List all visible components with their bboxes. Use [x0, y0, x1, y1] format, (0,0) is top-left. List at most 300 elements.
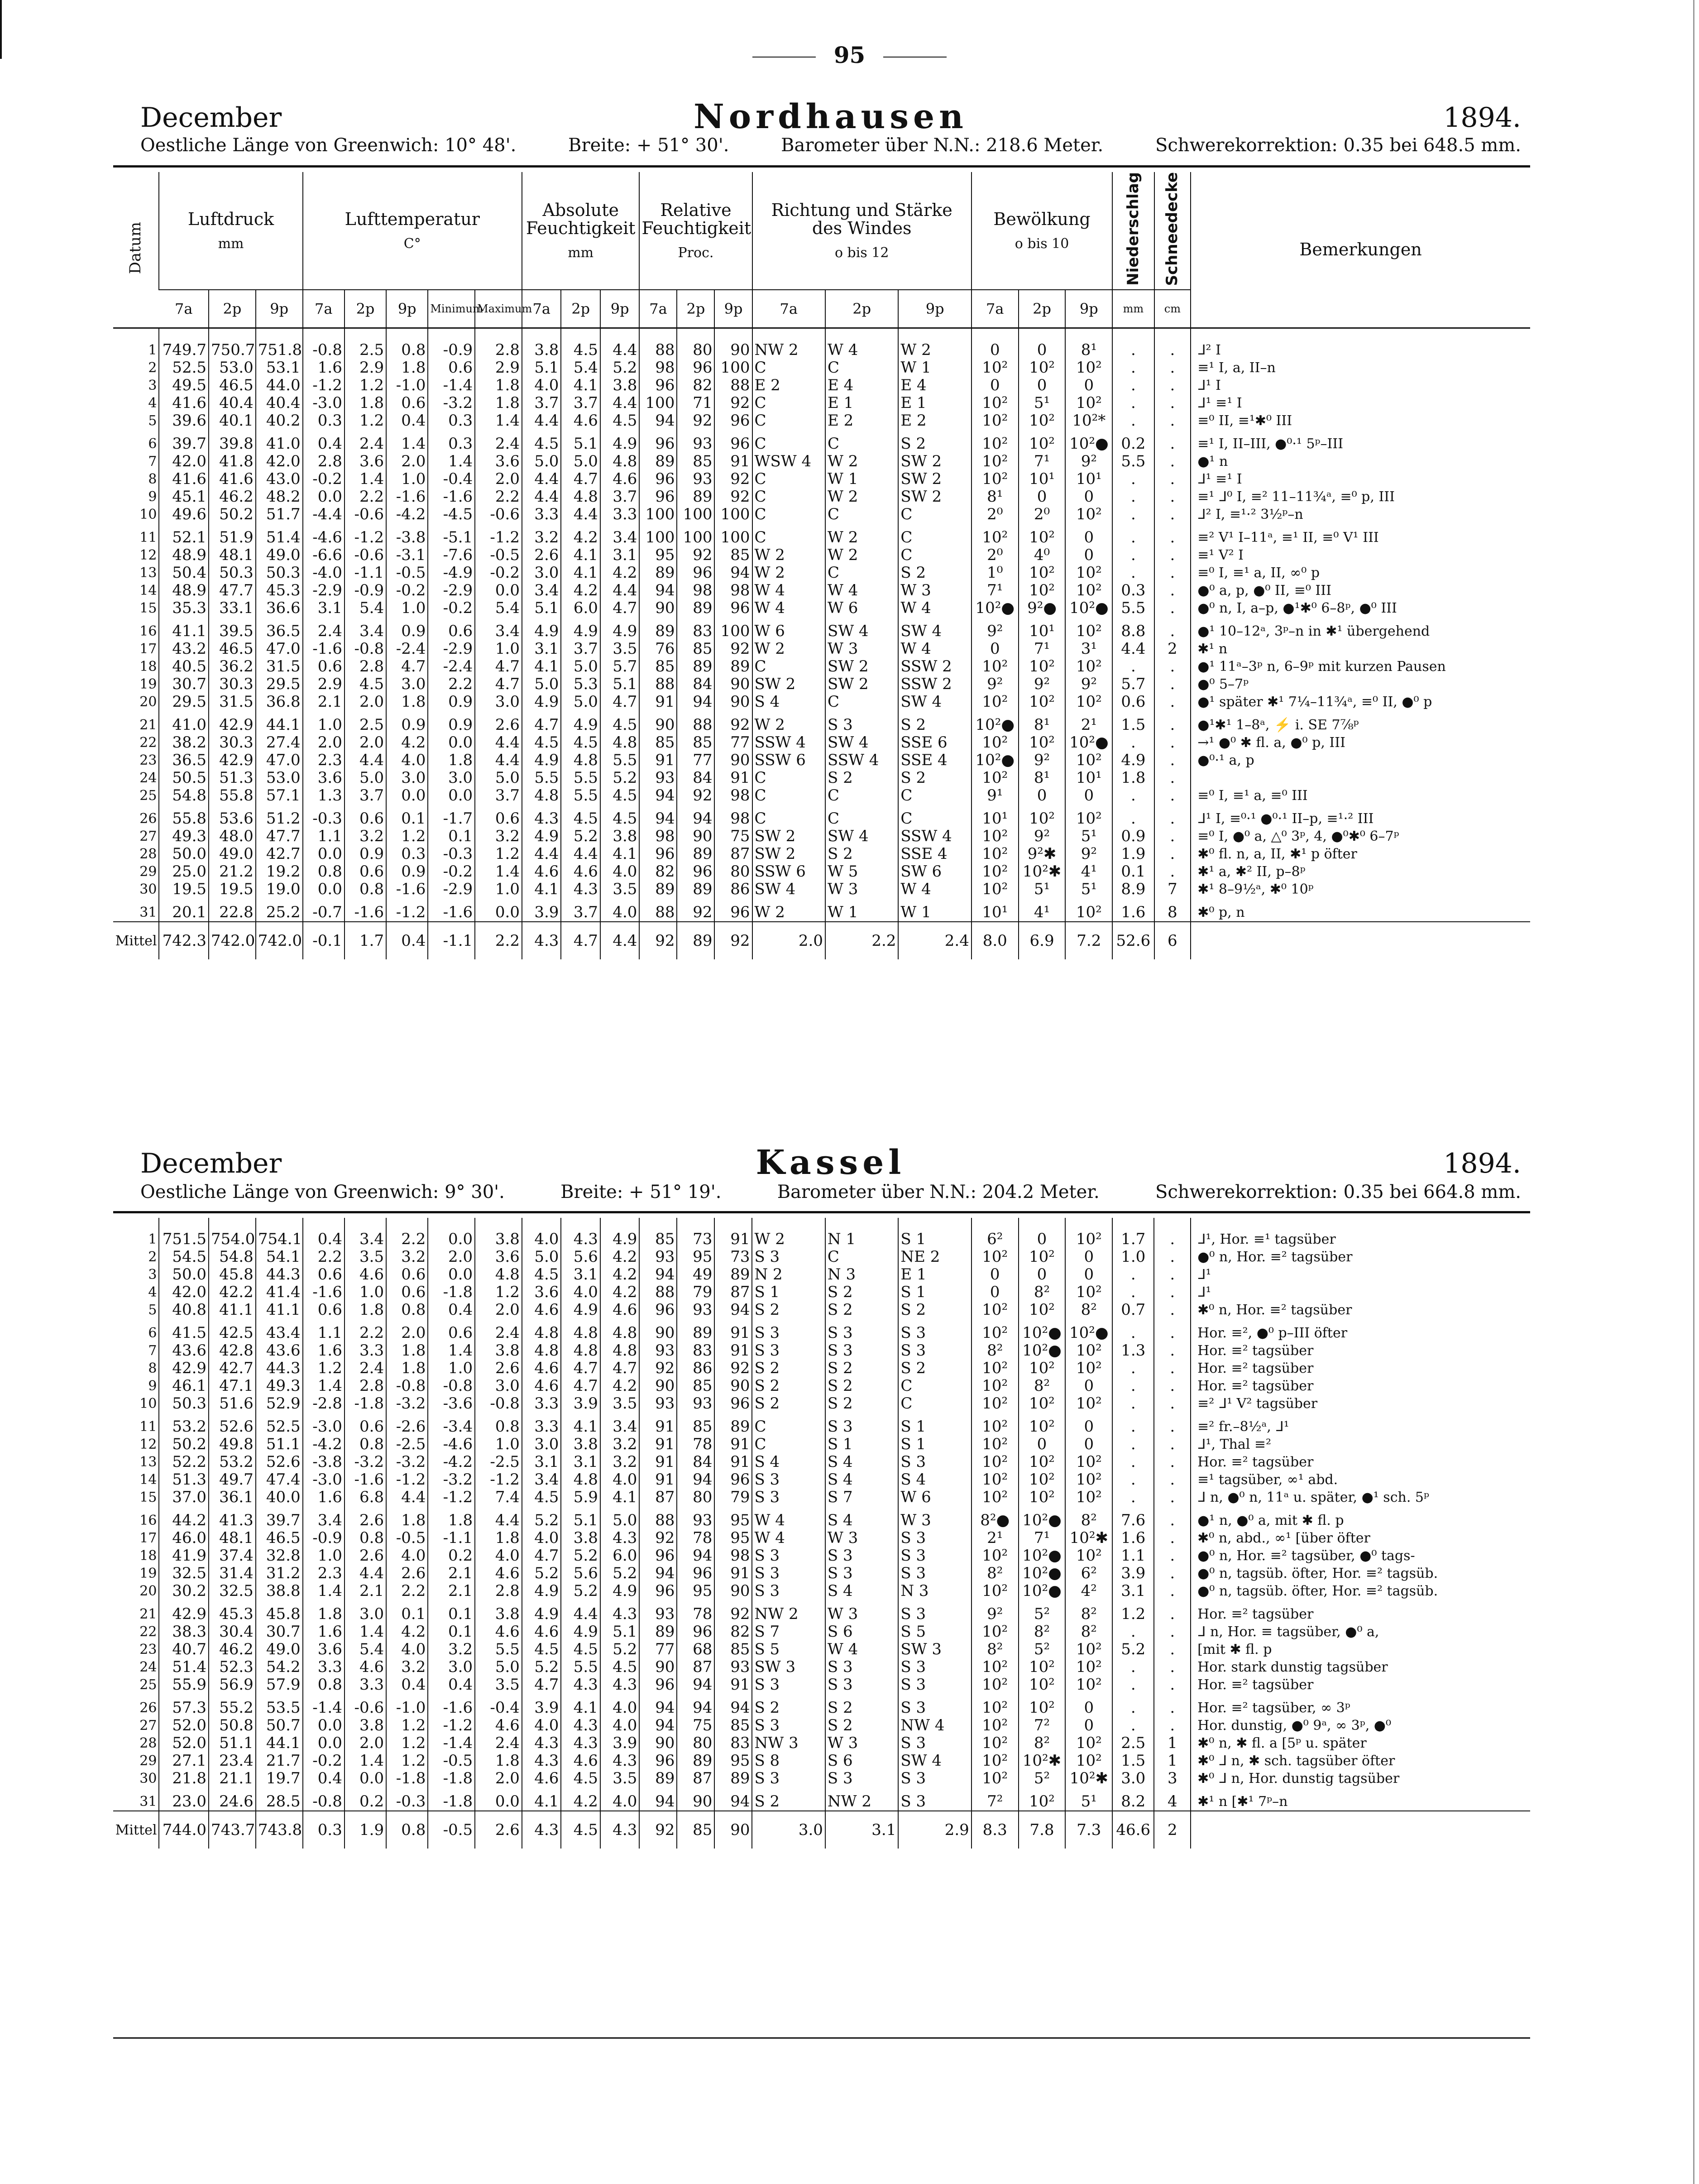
cell-rel-feucht-9p: 92: [714, 1600, 752, 1623]
cell-luftdruck-9p: 47.0: [256, 640, 303, 658]
cell-temp-2p: 1.4: [345, 1752, 386, 1770]
cell-luftdruck-2p: 55.2: [209, 1694, 256, 1717]
cell-abs-feucht-2p: 4.9: [561, 1301, 600, 1319]
cell-bewoelkung-7a: 10²: [972, 1770, 1019, 1787]
cell-bewoelkung-2p: 4⁰: [1019, 546, 1066, 564]
cell-niederschlag: 5.5: [1112, 453, 1154, 470]
col-7a: 7a: [303, 290, 345, 328]
table-row: [113, 640, 1530, 658]
cell-bewoelkung-7a: 0: [972, 1266, 1019, 1284]
cell-rel-feucht-9p: 94: [714, 1787, 752, 1811]
cell-rel-feucht-7a: 90: [639, 711, 677, 734]
cell-luftdruck-7a: 19.5: [159, 881, 209, 898]
cell-schneedecke: .: [1154, 453, 1191, 470]
cell-rel-feucht-9p: 95: [714, 1752, 752, 1770]
col-9p: 9p: [1065, 290, 1112, 328]
cell-wind-2p: W 5: [825, 863, 898, 881]
cell-bewoelkung-2p: 10²: [1019, 1787, 1066, 1811]
cell-schneedecke: .: [1154, 1506, 1191, 1529]
cell-wind-9p: C: [898, 805, 971, 828]
cell-niederschlag: 1.1: [1112, 1547, 1154, 1565]
table-row: [113, 1694, 1530, 1717]
cell-temp-2p: 2.4: [345, 1360, 386, 1377]
cell-abs-feucht-9p: 4.3: [600, 1676, 639, 1694]
cell-temp-max: -0.6: [475, 506, 522, 523]
cell-temp-9p: 0.6: [386, 1284, 428, 1301]
cell-temp-9p: -0.5: [386, 564, 428, 582]
cell-rel-feucht-9p: 92: [714, 470, 752, 488]
cell-temp-9p: -1.0: [386, 1694, 428, 1717]
cell-bewoelkung-9p: 10²: [1065, 1284, 1112, 1301]
cell-rel-feucht-9p: 92: [714, 394, 752, 412]
cell-luftdruck-2p: 36.2: [209, 658, 256, 675]
cell-wind-9p: E 1: [898, 1266, 971, 1284]
cell-niederschlag: 46.6: [1112, 1811, 1154, 1849]
cell-luftdruck-7a: 43.6: [159, 1342, 209, 1360]
longitude: Oestliche Länge von Greenwich: 10° 48'.: [140, 135, 517, 156]
cell-temp-min: 0.3: [428, 430, 475, 453]
cell-rel-feucht-7a: 89: [639, 881, 677, 898]
cell-temp-min: 0.0: [428, 1266, 475, 1284]
cell-rel-feucht-2p: 100: [677, 523, 714, 546]
cell-temp-2p: 1.9: [345, 1811, 386, 1849]
cell-abs-feucht-7a: 4.5: [522, 734, 561, 752]
cell-wind-7a: SW 4: [752, 881, 825, 898]
cell-rel-feucht-9p: 85: [714, 1641, 752, 1658]
cell-rel-feucht-2p: 94: [677, 1694, 714, 1717]
cell-schneedecke: .: [1154, 769, 1191, 787]
cell-rel-feucht-9p: 89: [714, 1413, 752, 1436]
cell-temp-max: 1.0: [475, 1436, 522, 1453]
cell-temp-max: 2.4: [475, 430, 522, 453]
barometer-height: Barometer über N.N.: 204.2 Meter.: [777, 1182, 1100, 1202]
cell-temp-2p: 1.8: [345, 1301, 386, 1319]
cell-temp-min: 0.6: [428, 617, 475, 640]
cell-luftdruck-7a: 49.3: [159, 828, 209, 845]
cell-abs-feucht-2p: 4.3: [561, 1717, 600, 1734]
niederschlag-header: Niederschlag: [1112, 172, 1154, 290]
cell-schneedecke: .: [1154, 828, 1191, 845]
cell-luftdruck-2p: 50.8: [209, 1717, 256, 1734]
table-row: [113, 881, 1530, 898]
cell-temp-min: 0.4: [428, 1676, 475, 1694]
cell-temp-max: 1.4: [475, 412, 522, 430]
cell-abs-feucht-9p: 4.0: [600, 1471, 639, 1489]
cell-rel-feucht-9p: 82: [714, 1623, 752, 1641]
cell-bewoelkung-2p: 7¹: [1019, 453, 1066, 470]
cell-luftdruck-2p: 41.1: [209, 1301, 256, 1319]
cell-rel-feucht-9p: 80: [714, 863, 752, 881]
cell-wind-2p: S 2: [825, 1284, 898, 1301]
table-row: [113, 1658, 1530, 1676]
cell-rel-feucht-2p: 90: [677, 1787, 714, 1811]
cell-temp-2p: 3.6: [345, 453, 386, 470]
cell-temp-max: -1.2: [475, 1471, 522, 1489]
cell-rel-feucht-7a: 94: [639, 412, 677, 430]
cell-luftdruck-7a: 39.7: [159, 430, 209, 453]
table-row: [113, 1284, 1530, 1301]
cell-temp-9p: -4.2: [386, 506, 428, 523]
cell-abs-feucht-7a: 5.2: [522, 1658, 561, 1676]
cell-temp-max: 5.4: [475, 599, 522, 617]
cell-temp-9p: -1.6: [386, 881, 428, 898]
cell-temp-max: 2.6: [475, 711, 522, 734]
cell-wind-2p: W 3: [825, 1529, 898, 1547]
cell-niederschlag: .: [1112, 658, 1154, 675]
cell-temp-7a: 0.3: [303, 1811, 345, 1849]
cell-abs-feucht-7a: 4.6: [522, 1623, 561, 1641]
cell-luftdruck-7a: 751.5: [159, 1218, 209, 1248]
cell-abs-feucht-7a: 4.6: [522, 1301, 561, 1319]
table-row: [113, 1395, 1530, 1413]
cell-niederschlag: 5.7: [1112, 675, 1154, 693]
cell-bewoelkung-2p: 9²: [1019, 675, 1066, 693]
cell-rel-feucht-9p: 96: [714, 898, 752, 922]
cell-rel-feucht-7a: 96: [639, 470, 677, 488]
cell-abs-feucht-7a: 3.9: [522, 1694, 561, 1717]
cell-bewoelkung-9p: 10²: [1065, 582, 1112, 599]
cell-wind-7a: N 2: [752, 1266, 825, 1284]
cell-luftdruck-2p: 41.3: [209, 1506, 256, 1529]
cell-temp-max: 3.6: [475, 453, 522, 470]
cell-bewoelkung-9p: 10²: [1065, 506, 1112, 523]
cell-niederschlag: .: [1112, 328, 1154, 359]
cell-temp-7a: 3.3: [303, 1658, 345, 1676]
table-row: [113, 1301, 1530, 1319]
cell-bemerkungen: ≡¹ I, II–III, ●⁰·¹ 5ᵖ–III: [1191, 430, 1530, 453]
cell-rel-feucht-2p: 94: [677, 693, 714, 711]
cell-wind-9p: W 1: [898, 359, 971, 377]
table-row: [113, 470, 1530, 488]
cell-niederschlag: 1.0: [1112, 1248, 1154, 1266]
cell-bewoelkung-7a: 10²: [972, 1248, 1019, 1266]
table-row: [113, 863, 1530, 881]
cell-wind-7a: S 2: [752, 1395, 825, 1413]
cell-luftdruck-7a: 48.9: [159, 546, 209, 564]
cell-luftdruck-7a: 40.7: [159, 1641, 209, 1658]
cell-datum: 30: [139, 1771, 157, 1786]
table-row: [113, 506, 1530, 523]
cell-wind-9p: S 1: [898, 1436, 971, 1453]
cell-rel-feucht-2p: 92: [677, 412, 714, 430]
cell-rel-feucht-9p: 91: [714, 1342, 752, 1360]
cell-wind-2p: W 2: [825, 546, 898, 564]
cell-wind-7a: S 3: [752, 1582, 825, 1600]
cell-abs-feucht-2p: 4.4: [561, 845, 600, 863]
cell-wind-9p: S 3: [898, 1547, 971, 1565]
cell-temp-max: 7.4: [475, 1489, 522, 1506]
cell-rel-feucht-7a: 100: [639, 523, 677, 546]
cell-temp-max: -1.2: [475, 523, 522, 546]
kassel-section: [113, 1218, 1530, 1849]
cell-luftdruck-9p: 36.8: [256, 693, 303, 711]
cell-abs-feucht-7a: 5.2: [522, 1565, 561, 1582]
cell-bewoelkung-7a: 10²: [972, 1436, 1019, 1453]
cell-schneedecke: .: [1154, 734, 1191, 752]
cell-temp-min: -0.8: [428, 1377, 475, 1395]
cell-rel-feucht-2p: 93: [677, 470, 714, 488]
cell-temp-7a: 1.4: [303, 1377, 345, 1395]
cell-luftdruck-7a: 49.5: [159, 377, 209, 394]
cell-rel-feucht-9p: 87: [714, 1284, 752, 1301]
cell-temp-2p: -0.6: [345, 546, 386, 564]
cell-luftdruck-2p: 750.7: [209, 328, 256, 359]
table-row: [113, 1641, 1530, 1658]
cell-bewoelkung-7a: 0: [972, 377, 1019, 394]
cell-abs-feucht-9p: 5.2: [600, 769, 640, 787]
cell-wind-2p: S 3: [825, 1565, 898, 1582]
table-row: [113, 693, 1530, 711]
table-row: [113, 1248, 1530, 1266]
cell-luftdruck-9p: 36.5: [256, 617, 303, 640]
cell-temp-max: 2.8: [475, 328, 522, 359]
cell-temp-max: 3.0: [475, 693, 522, 711]
cell-temp-min: -3.6: [428, 1395, 475, 1413]
cell-niederschlag: 8.8: [1112, 617, 1154, 640]
cell-temp-7a: -0.9: [303, 1529, 345, 1547]
cell-wind-9p: W 4: [898, 599, 971, 617]
cell-temp-9p: 1.2: [386, 1734, 428, 1752]
cell-rel-feucht-7a: 94: [639, 1266, 677, 1284]
cell-wind-7a: S 2: [752, 1787, 825, 1811]
cell-temp-7a: 0.4: [303, 1218, 345, 1248]
table-row: [113, 430, 1530, 453]
cell-wind-7a: S 3: [752, 1565, 825, 1582]
cell-bewoelkung-2p: 10²: [1019, 658, 1066, 675]
cell-luftdruck-7a: 749.7: [159, 328, 209, 359]
cell-wind-9p: W 3: [898, 1506, 971, 1529]
cell-temp-7a: 3.4: [303, 1506, 345, 1529]
cell-abs-feucht-2p: 5.6: [561, 1565, 600, 1582]
cell-temp-2p: 4.4: [345, 1565, 386, 1582]
cell-temp-2p: 3.5: [345, 1248, 386, 1266]
cell-bewoelkung-9p: 10²: [1065, 693, 1112, 711]
cell-abs-feucht-7a: 3.7: [522, 394, 561, 412]
cell-temp-7a: 0.6: [303, 1266, 345, 1284]
cell-rel-feucht-7a: 89: [639, 453, 677, 470]
cell-abs-feucht-2p: 4.4: [561, 506, 600, 523]
table-row: [113, 1266, 1530, 1284]
cell-abs-feucht-2p: 5.0: [561, 453, 600, 470]
cell-luftdruck-2p: 37.4: [209, 1547, 256, 1565]
cell-luftdruck-2p: 45.3: [209, 1600, 256, 1623]
cell-bewoelkung-7a: 10²: [972, 394, 1019, 412]
cell-abs-feucht-9p: 4.1: [600, 1489, 639, 1506]
cell-abs-feucht-9p: 5.2: [600, 1565, 639, 1582]
cell-abs-feucht-9p: 3.3: [600, 506, 640, 523]
cell-bewoelkung-2p: 10²: [1019, 1658, 1066, 1676]
cell-abs-feucht-7a: 4.5: [522, 1266, 561, 1284]
cell-schneedecke: .: [1154, 377, 1191, 394]
cell-temp-2p: 2.5: [345, 328, 386, 359]
cell-wind-9p: E 1: [898, 394, 971, 412]
cell-bemerkungen: ✱⁰ n, abd., ∞¹ [über öfter: [1191, 1529, 1530, 1547]
cell-niederschlag: .: [1112, 470, 1154, 488]
cell-bewoelkung-2p: 0: [1019, 1436, 1066, 1453]
cell-wind-9p: S 3: [898, 1770, 971, 1787]
cell-abs-feucht-9p: 4.9: [600, 1218, 639, 1248]
cell-bewoelkung-2p: 5²: [1019, 1641, 1066, 1658]
cell-luftdruck-2p: 42.8: [209, 1342, 256, 1360]
cell-rel-feucht-7a: 85: [639, 1218, 677, 1248]
cell-bewoelkung-9p: 10²: [1065, 1218, 1112, 1248]
cell-niederschlag: .: [1112, 1360, 1154, 1377]
cell-temp-9p: 1.4: [386, 430, 428, 453]
cell-rel-feucht-2p: 89: [677, 1752, 714, 1770]
cell-luftdruck-7a: 49.6: [159, 506, 209, 523]
table-row: [113, 1471, 1530, 1489]
cell-bewoelkung-2p: 10²: [1019, 1360, 1066, 1377]
cell-bewoelkung-2p: 10²●: [1019, 1547, 1066, 1565]
cell-luftdruck-9p: 52.5: [256, 1413, 303, 1436]
cell-bewoelkung-2p: 0: [1019, 787, 1066, 805]
cell-temp-7a: -3.0: [303, 1413, 345, 1436]
cell-rel-feucht-7a: 89: [639, 1623, 677, 1641]
cell-rel-feucht-9p: 91: [714, 1676, 752, 1694]
cell-abs-feucht-9p: 3.8: [600, 828, 640, 845]
cell-bewoelkung-7a: 10²: [972, 430, 1019, 453]
cell-luftdruck-2p: 32.5: [209, 1582, 256, 1600]
cell-luftdruck-9p: 54.1: [256, 1248, 303, 1266]
cell-temp-min: -1.4: [428, 1734, 475, 1752]
cell-temp-min: -1.8: [428, 1284, 475, 1301]
table-row: [113, 1218, 1530, 1248]
cell-bewoelkung-7a: 8²: [972, 1342, 1019, 1360]
cell-wind-7a: W 2: [752, 898, 825, 922]
cell-temp-9p: 1.8: [386, 1506, 428, 1529]
cell-wind-9p: S 1: [898, 1413, 971, 1436]
cell-schneedecke: .: [1154, 658, 1191, 675]
cell-abs-feucht-7a: 4.3: [522, 805, 561, 828]
cell-rel-feucht-2p: 94: [677, 1471, 714, 1489]
cell-rel-feucht-7a: 96: [639, 1301, 677, 1319]
cell-abs-feucht-2p: 3.1: [561, 1453, 600, 1471]
cell-abs-feucht-7a: 4.4: [522, 488, 561, 506]
cell-luftdruck-2p: 46.5: [209, 377, 256, 394]
cell-temp-9p: 1.2: [386, 1752, 428, 1770]
cell-datum: 7: [148, 1343, 157, 1359]
cell-abs-feucht-9p: 5.2: [600, 1641, 639, 1658]
cell-datum: 29: [139, 1753, 157, 1769]
cell-bewoelkung-9p: 10²: [1065, 1453, 1112, 1471]
cell-niederschlag: 4.9: [1112, 752, 1154, 769]
cell-wind-2p: W 4: [825, 582, 898, 599]
cell-bewoelkung-9p: 10²: [1065, 1641, 1112, 1658]
cell-bemerkungen: ≡¹ ᒧ⁰ I, ≡² 11–11¾ᵃ, ≡⁰ p, III: [1191, 488, 1530, 506]
cell-rel-feucht-2p: 86: [677, 1360, 714, 1377]
cell-temp-9p: 4.0: [386, 1547, 428, 1565]
cell-wind-2p: S 1: [825, 1436, 898, 1453]
cell-wind-2p: W 1: [825, 470, 898, 488]
cell-temp-max: 2.4: [475, 1319, 522, 1342]
cell-temp-min: 0.6: [428, 1319, 475, 1342]
cell-luftdruck-2p: 41.8: [209, 453, 256, 470]
cell-rel-feucht-7a: 92: [639, 1811, 677, 1849]
cell-wind-9p: S 2: [898, 564, 971, 582]
table-row: [113, 564, 1530, 582]
cell-bewoelkung-9p: 3¹: [1065, 640, 1112, 658]
cell-abs-feucht-9p: 4.5: [600, 711, 640, 734]
cell-wind-7a: S 2: [752, 1377, 825, 1395]
col-2p: 2p: [561, 290, 600, 328]
cell-luftdruck-2p: 48.0: [209, 828, 256, 845]
cell-luftdruck-2p: 54.8: [209, 1248, 256, 1266]
cell-bewoelkung-7a: 10²: [972, 828, 1019, 845]
cell-abs-feucht-2p: 4.5: [561, 1641, 600, 1658]
cell-luftdruck-7a: 50.0: [159, 1266, 209, 1284]
cell-temp-min: -1.2: [428, 1489, 475, 1506]
cell-niederschlag: .: [1112, 394, 1154, 412]
cell-wind-2p: S 4: [825, 1506, 898, 1529]
cell-wind-2p: S 4: [825, 1471, 898, 1489]
cell-temp-9p: -0.2: [386, 582, 428, 599]
cell-abs-feucht-2p: 4.1: [561, 1413, 600, 1436]
cell-schneedecke: .: [1154, 1641, 1191, 1658]
cell-abs-feucht-9p: 3.4: [600, 1413, 639, 1436]
cell-bemerkungen: Hor. ≡² tagsüber: [1191, 1342, 1530, 1360]
cell-abs-feucht-2p: 4.1: [561, 564, 600, 582]
cell-schneedecke: 8: [1154, 898, 1191, 922]
cell-luftdruck-2p: 19.5: [209, 881, 256, 898]
cell-rel-feucht-7a: 91: [639, 1413, 677, 1436]
cell-luftdruck-2p: 39.5: [209, 617, 256, 640]
cell-bemerkungen: ᒧ n, ●⁰ n, 11ᵃ u. später, ●¹ sch. 5ᵖ: [1191, 1489, 1530, 1506]
cell-rel-feucht-9p: 90: [714, 1582, 752, 1600]
cell-bewoelkung-9p: 7.2: [1065, 922, 1112, 959]
cell-bewoelkung-9p: 10²: [1065, 359, 1112, 377]
cell-luftdruck-2p: 31.4: [209, 1565, 256, 1582]
cell-bewoelkung-7a: 10¹: [972, 898, 1019, 922]
cell-rel-feucht-7a: 94: [639, 805, 677, 828]
cell-luftdruck-9p: 41.0: [256, 430, 303, 453]
cell-temp-9p: -3.2: [386, 1395, 428, 1413]
cell-rel-feucht-7a: 93: [639, 769, 677, 787]
cell-rel-feucht-7a: 90: [639, 1734, 677, 1752]
cell-bewoelkung-7a: 10²●: [972, 752, 1019, 769]
table-row: [113, 1565, 1530, 1582]
col-7a: 7a: [639, 290, 677, 328]
cell-abs-feucht-2p: 5.1: [561, 430, 600, 453]
cell-bewoelkung-2p: 10²: [1019, 1395, 1066, 1413]
cell-datum: 7: [148, 454, 157, 470]
cell-rel-feucht-2p: 90: [677, 828, 714, 845]
cell-temp-7a: 3.6: [303, 769, 345, 787]
cell-temp-2p: 2.4: [345, 430, 386, 453]
cell-temp-max: 3.8: [475, 1218, 522, 1248]
cell-wind-2p: S 3: [825, 1319, 898, 1342]
cell-datum: 3: [148, 1267, 157, 1283]
station-name: Kassel: [756, 1143, 906, 1182]
cell-temp-2p: 3.4: [345, 1218, 386, 1248]
cell-bewoelkung-9p: 10¹: [1065, 470, 1112, 488]
cell-luftdruck-2p: 46.2: [209, 488, 256, 506]
cell-niederschlag: .: [1112, 377, 1154, 394]
cell-datum: 23: [139, 1642, 157, 1657]
cell-rel-feucht-9p: 98: [714, 582, 752, 599]
cell-bewoelkung-7a: 10²: [972, 1377, 1019, 1395]
cell-rel-feucht-2p: 96: [677, 1565, 714, 1582]
cell-temp-9p: 1.8: [386, 693, 428, 711]
cell-wind-2p: C: [825, 430, 898, 453]
cell-bemerkungen: ≡⁰ I, ≡¹ a, II, ∞⁰ p: [1191, 564, 1530, 582]
cell-temp-7a: -6.6: [303, 546, 345, 564]
cell-bewoelkung-9p: 5¹: [1065, 1787, 1112, 1811]
cell-schneedecke: .: [1154, 1694, 1191, 1717]
cell-wind-7a: C: [752, 805, 825, 828]
cell-abs-feucht-2p: 3.8: [561, 1436, 600, 1453]
cell-temp-9p: 0.8: [386, 1811, 428, 1849]
cell-bemerkungen: ✱¹ a, ✱² II, p–8ᵖ: [1191, 863, 1530, 881]
